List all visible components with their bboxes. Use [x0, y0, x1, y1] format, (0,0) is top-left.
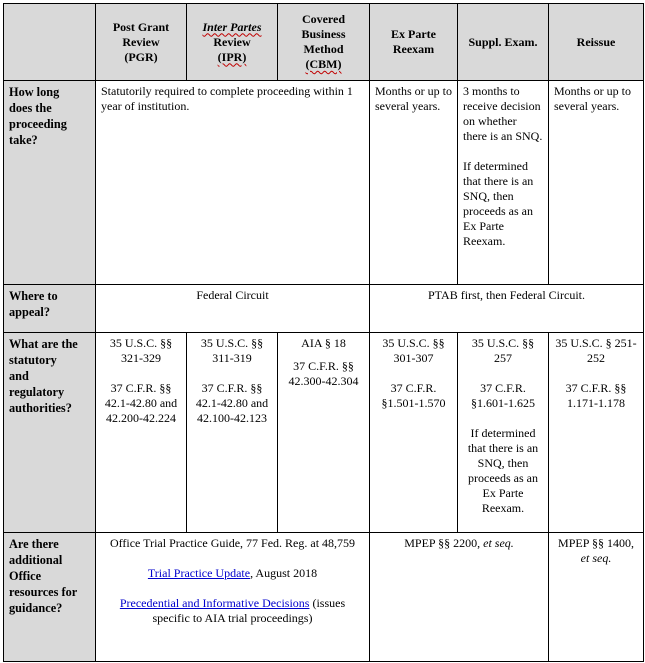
appeal-other: PTAB first, then Federal Circuit. — [370, 285, 644, 333]
duration-aia: Statutorily required to complete proceeding within 1 year of institution. — [96, 81, 370, 285]
header-exparte: Ex Parte Reexam — [370, 4, 458, 81]
header-suppl: Suppl. Exam. — [458, 4, 549, 81]
resources-aia: Office Trial Practice Guide, 77 Fed. Reg. at 48,759 Trial Practice Update, August 2018 Precedential and Informative Decisions (issues specific to AIA trial proceedings) — [96, 533, 370, 662]
row-authorities — [4, 333, 644, 533]
corner-cell — [4, 4, 96, 81]
duration-suppl — [458, 81, 549, 285]
header-reissue: Reissue — [549, 4, 644, 81]
precedential-decisions-link[interactable]: Precedential and Informative Decisions — [119, 596, 310, 610]
row-duration — [4, 81, 644, 285]
authorities-suppl: 35 U.S.C. §§ 257 37 C.F.R. §1.601-1.625 If determined that there is an SNQ, then proceeds as an Ex Parte Reexam. — [458, 333, 549, 533]
header-pgr: Post Grant Review (PGR) — [96, 4, 187, 81]
authorities-pgr: 35 U.S.C. §§ 321-329 37 C.F.R. §§ 42.1-42.80 and 42.200-42.224 — [96, 333, 187, 533]
authorities-exparte: 35 U.S.C. §§ 301-307 37 C.F.R. §1.501-1.570 — [370, 333, 458, 533]
authorities-reissue: 35 U.S.C. § 251-252 37 C.F.R. §§ 1.171-1.178 — [549, 333, 644, 533]
row-label-authorities: What are the statutory and regulatory authorities? — [4, 333, 96, 533]
row-label-appeal: Where to appeal? — [4, 285, 96, 333]
trial-practice-update-link[interactable]: Trial Practice Update — [147, 566, 251, 580]
authorities-cbm: AIA § 18 37 C.F.R. §§ 42.300-42.304 — [278, 333, 370, 533]
authorities-ipr: 35 U.S.C. §§ 311-319 37 C.F.R. §§ 42.1-42.80 and 42.100-42.123 — [187, 333, 278, 533]
header-ipr: Inter Partes Review (IPR) — [187, 4, 278, 81]
header-cbm: Covered Business Method (CBM) — [278, 4, 370, 81]
row-label-duration: How long does the proceeding take? — [4, 81, 96, 285]
duration-exparte: Months or up to several years. — [370, 81, 458, 285]
row-resources — [4, 533, 644, 662]
row-label-resources: Are there additional Office resources for guidance? — [4, 533, 96, 662]
header-row — [4, 4, 644, 81]
resources-exparte-suppl: MPEP §§ 2200, et seq. — [370, 533, 549, 662]
duration-suppl-a: 3 months to receive decision on whether there is an SNQ. — [463, 84, 543, 143]
row-appeal — [4, 285, 644, 333]
duration-reissue: Months or up to several years. — [549, 81, 644, 285]
duration-suppl-b: If determined that there is an SNQ, then proceeds as an Ex Parte Reexam. — [463, 159, 534, 248]
appeal-aia: Federal Circuit — [96, 285, 370, 333]
resources-reissue: MPEP §§ 1400, et seq. — [549, 533, 644, 662]
comparison-table — [3, 3, 644, 662]
